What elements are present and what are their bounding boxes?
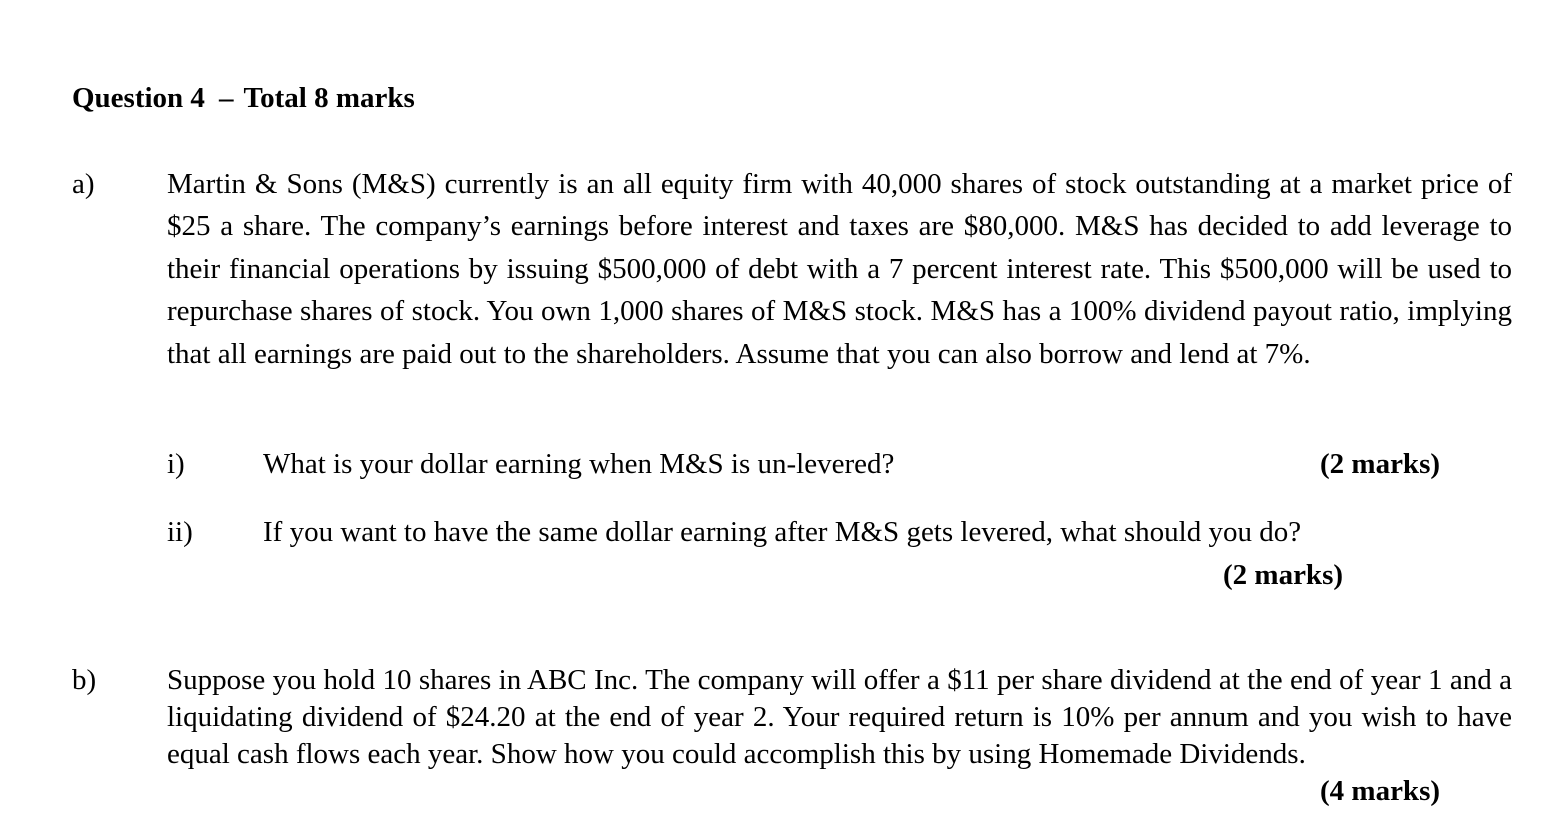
part-b-marks: (4 marks) <box>1320 775 1441 807</box>
sub-question-i-marks: (2 marks) <box>1320 448 1441 480</box>
sub-question-i-label: i) <box>167 448 185 480</box>
sub-question-i-text: What is your dollar earning when M&S is un-levered? <box>263 448 895 480</box>
part-b-label: b) <box>72 664 97 696</box>
heading-dash: – <box>218 82 234 114</box>
question-total-marks: Total 8 marks <box>243 82 415 114</box>
question-title: Question 4 <box>72 82 205 114</box>
sub-question-ii-label: ii) <box>167 516 193 548</box>
part-a-text: Martin & Sons (M&S) currently is an all equity firm with 40,000 shares of stock outstanding at a market price of $25 a share. The company’s earnings before interest and taxes are $80,000. M&S has decided to add leverage to their financial operations by issuing $500,000 of debt with a 7 percent interest rate. This $500,000 will be used to repurchase shares of stock. You own 1,000 shares of M&S stock. M&S has a 100% dividend payout ratio, implying that all earnings are paid out to the shareholders. Assume that you can also borrow and lend at 7%. <box>167 168 1512 370</box>
sub-question-ii-marks: (2 marks) <box>1223 559 1344 591</box>
sub-question-ii-text: If you want to have the same dollar earning after M&S gets levered, what should you do? <box>263 516 1302 548</box>
question-heading <box>72 80 415 116</box>
part-b-text: Suppose you hold 10 shares in ABC Inc. The company will offer a $11 per share dividend at the end of year 1 and a liquidating dividend of $24.20 at the end of year 2. Your required return is 10% per annum and you wish to have equal cash flows each year. Show how you could accomplish this by using Homemade Dividends. <box>167 664 1512 770</box>
part-a-label: a) <box>72 168 95 200</box>
